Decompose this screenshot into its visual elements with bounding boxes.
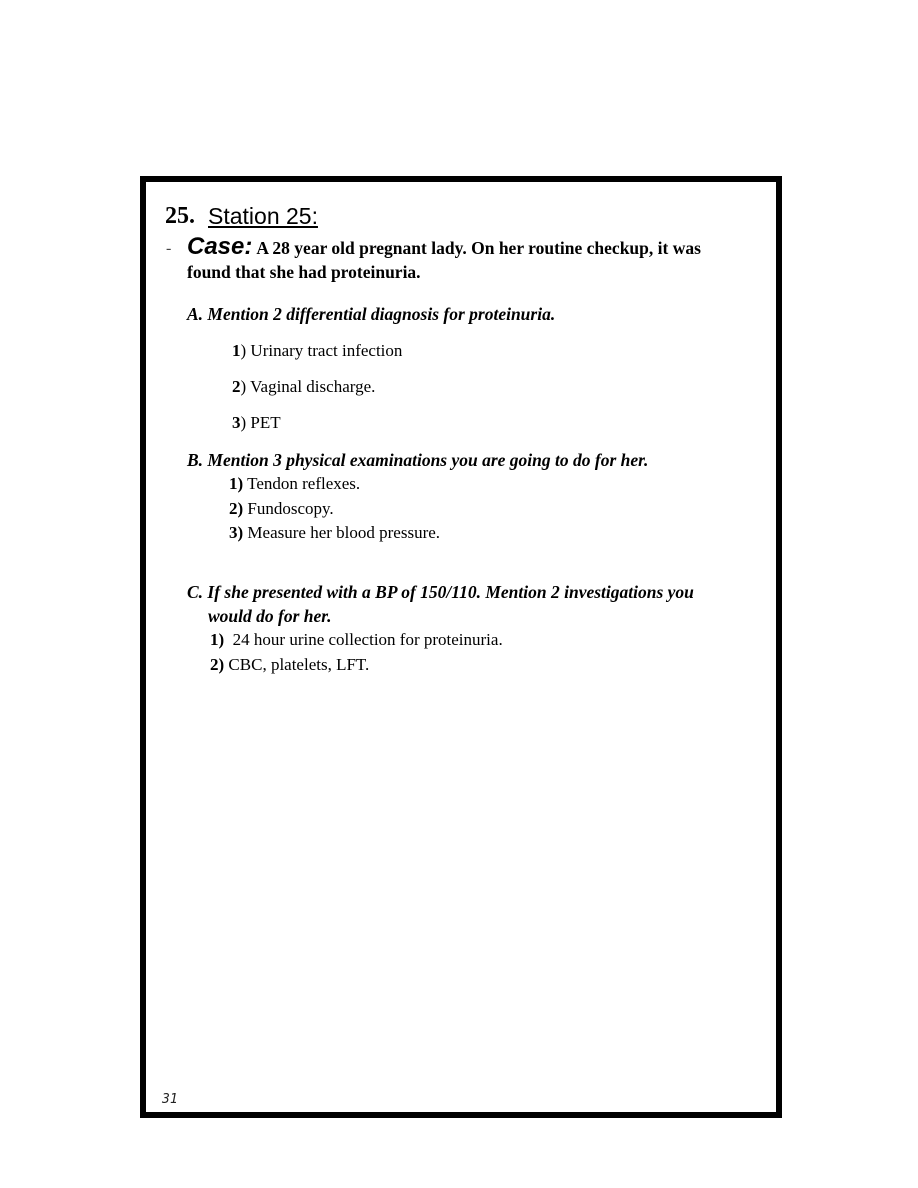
- answer-a-1-num: 1: [232, 341, 241, 360]
- answer-b-3-text: Measure her blood pressure.: [247, 523, 441, 542]
- question-c-line-1: C. If she presented with a BP of 150/110. Mention 2 investigations you: [187, 582, 694, 602]
- answer-b-2-text: Fundoscopy.: [247, 499, 334, 518]
- case-label: Case:: [187, 233, 253, 260]
- answer-c-1: [210, 630, 503, 650]
- case-bullet: -: [166, 240, 172, 257]
- answer-b-2-num: 2): [229, 499, 244, 518]
- question-c-line-2: would do for her.: [208, 606, 332, 626]
- case-text-2: found that she had proteinuria.: [187, 262, 421, 282]
- answer-b-3-num: 3): [229, 523, 244, 542]
- answer-b-2: [229, 499, 334, 519]
- answer-c-1-text: 24 hour urine collection for proteinuria.: [232, 630, 503, 649]
- question-b: B. Mention 3 physical examinations you are going to do for her.: [187, 450, 649, 470]
- case-line-1: [187, 233, 701, 261]
- answer-b-3: [229, 523, 440, 543]
- station-title: Station 25:: [208, 203, 318, 229]
- answer-a-3-num: 3: [232, 413, 241, 432]
- answer-c-1-num: 1): [210, 630, 225, 649]
- answer-a-2-num: 2: [232, 377, 241, 396]
- answer-c-2-num: 2): [210, 655, 225, 674]
- answer-b-1-text: Tendon reflexes.: [247, 474, 361, 493]
- answer-a-1-text: Urinary tract infection: [250, 341, 403, 360]
- answer-a-1: 1) Urinary tract infection: [232, 341, 403, 360]
- answer-c-2-text: CBC, platelets, LFT.: [228, 655, 370, 674]
- answer-a-3: 3) PET: [232, 413, 281, 432]
- answer-a-3-text: PET: [250, 413, 281, 432]
- answer-a-2-text: Vaginal discharge.: [250, 377, 376, 396]
- answer-c-2: [210, 655, 369, 675]
- answer-a-2: 2) Vaginal discharge.: [232, 377, 376, 396]
- question-a: A. Mention 2 differential diagnosis for proteinuria.: [187, 304, 556, 324]
- answer-b-1-num: 1): [229, 474, 244, 493]
- case-text-1: A 28 year old pregnant lady. On her routine checkup, it was: [256, 238, 701, 258]
- answer-b-1: [229, 474, 360, 494]
- station-number: 25.: [165, 203, 195, 229]
- page-number: 31: [162, 1092, 178, 1107]
